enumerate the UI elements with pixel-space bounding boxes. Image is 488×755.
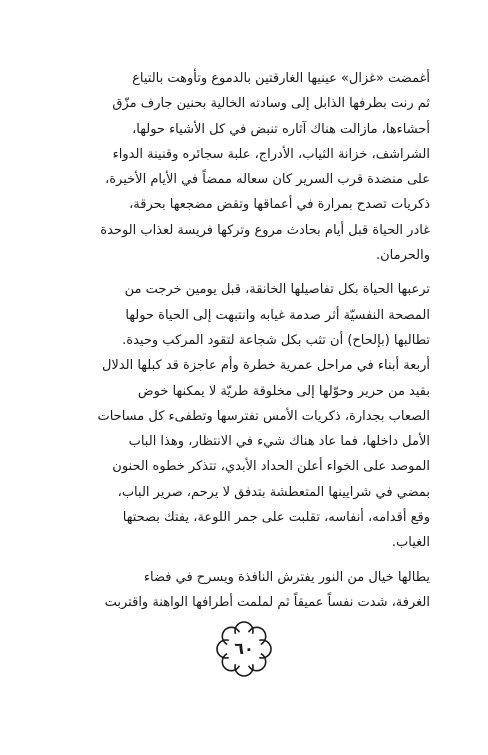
text-line: بقيد من حرير وحوّلها إلى مخلوقة طريّة لا يمكنها خوض <box>137 383 430 399</box>
text-line: أغمضت «غزال» عينيها الغارقتين بالدموع وتأوهت بالتياع <box>132 71 430 86</box>
text-line: غادر الحياة قبل أيام بحادث مروع وتركها فريسة لعذاب الوحدة <box>100 222 430 238</box>
page-number: ٦٠ <box>234 639 254 658</box>
text-line: ذكريات تصدح بمرارة في أعماقها وتقض مضجعها بحرقة، <box>129 197 430 213</box>
text-line: والحرمان. <box>375 248 430 264</box>
text-line: ترعبها الحياة بكل تفاصيلها الخانقة، قبل يومين خرجت من <box>124 282 430 298</box>
paragraph <box>46 277 446 555</box>
text-line: وقع أقدامه، أنفاسه، تقلبت على جمر اللوعة، يفتك بصحتها <box>122 510 430 526</box>
text-line: الموصد على الخواء أعلن الحداد الأبدي، تتذكر خطوه الحنون <box>112 459 430 475</box>
page-number-ornament <box>212 617 276 681</box>
text-line: الغياب. <box>391 535 430 551</box>
text-line: بمضي في شرايينها المتعطشة بتدفق لا يرحم، صرير الباب، <box>117 484 430 500</box>
text-line: يطالها خيال من النور يفترش النافذة ويسرح في فضاء <box>143 569 430 585</box>
paragraph <box>46 66 446 268</box>
text-line: تطالبها (بإلحاح) أن تثب بكل شجاعة لتقود المركب وحيدة. <box>122 332 430 348</box>
text-line: الصعاب بجدارة، ذكريات الأمس تفترسها وتطفىء كل مساحات <box>97 408 430 424</box>
text-line: على منضدة قرب السرير كان سعاله ممضاً في الأيام الأخيرة، <box>105 172 430 188</box>
text-line: المصحة النفسيّة أثر صدمة غيابه وانتبهت إلى الحياة حولها <box>125 307 430 323</box>
text-line: أربعة أبناء في مراحل عمرية خطرة وأم عاجزة قد كبلها الدلال <box>101 358 430 374</box>
text-line: ثم رنت بطرفها الذابل إلى وسادته الخالية بحنين جارف مزّق <box>112 96 430 112</box>
text-line: الشراشف، خزانة الثياب، الأدراج، علبة سجائره وقنينة الدواء <box>112 146 430 162</box>
paragraph <box>46 565 446 616</box>
body-text <box>46 66 446 615</box>
text-line: الغرفة، شدت نفساً عميقاً ثم لملمت أطرافها الواهنة واقتربت <box>104 594 430 610</box>
text-line: أحشاءها، مازالت هناك آثاره تنبض في كل الأشياء حولها، <box>132 121 430 137</box>
text-line: الأمل داخلها، فما عاد هناك شيء في الانتظار، وهذا الباب <box>128 434 430 450</box>
